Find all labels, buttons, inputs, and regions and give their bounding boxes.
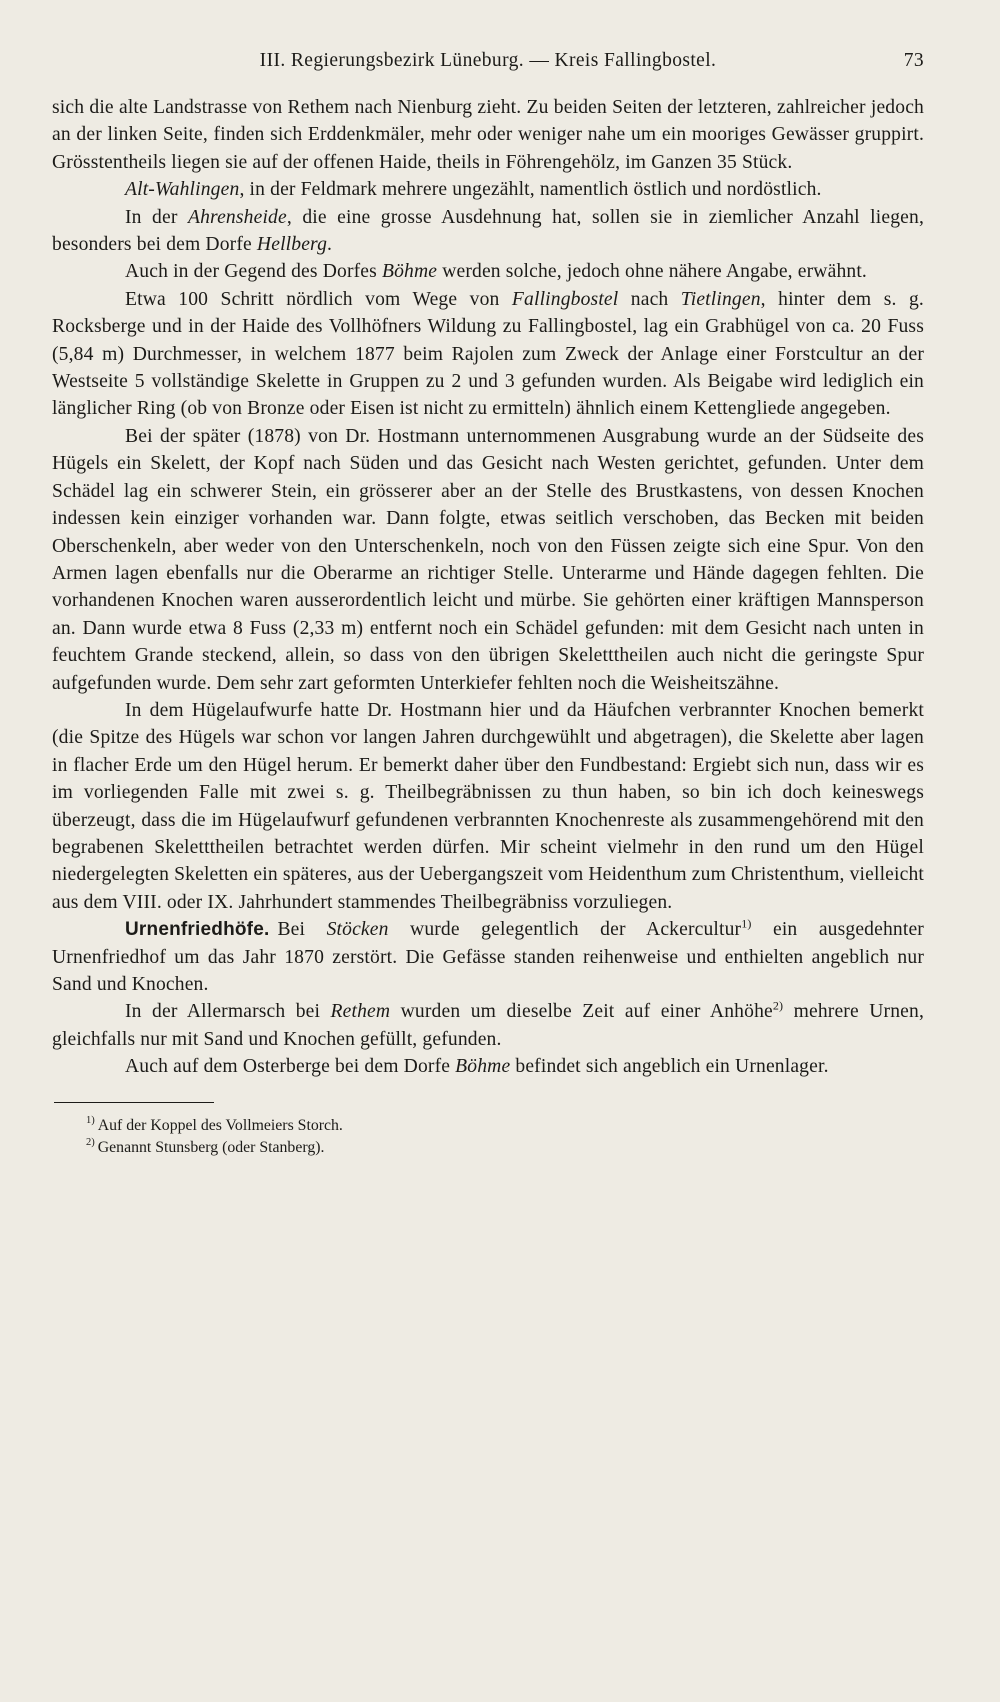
place-name: Ahrensheide	[187, 206, 287, 228]
footnotes	[52, 1115, 924, 1159]
footnote	[86, 1137, 924, 1159]
paragraph	[52, 286, 924, 423]
text-run: werden solche, jedoch ohne nähere Angabe, erwähnt.	[437, 261, 867, 283]
footnote-text: Genannt Stunsberg (oder Stanberg).	[97, 1138, 325, 1156]
paragraph	[52, 94, 924, 176]
text-run: sich die alte Landstrasse von Rethem nach Nienburg zieht. Zu beiden Seiten der letzteren, zahlreicher jedoch an der linken Seite, finden sich Erddenkmäler, mehr oder weniger nahe um ein mooriges Gewässer gruppirt. Grösstentheils liegen sie auf der offenen Haide, theils in Föhrengehölz, im Ganzen 35 Stück.	[52, 97, 924, 173]
footnote	[86, 1115, 924, 1137]
paragraph	[52, 423, 924, 697]
text-run: In dem Hügelaufwurfe hatte Dr. Hostmann hier und da Häufchen verbrannter Knochen bemerkt (die Spitze des Hügels war schon vor langen Jahren durchgewühlt und abgetragen), die Skelette aber lagen in flacher Erde um den Hügel herum. Er bemerkt daher über den Fundbestand: Ergiebt sich nun, dass wir es im vorliegenden Falle mit zwei s. g. Theilbegräbnissen zu thun haben, so bin ich doch keineswegs überzeugt, dass die im Hügelaufwurf gefundenen verbrannten Knochenreste als zusammengehörend mit den begrabenen Skeletttheilen betrachtet werden dürfen. Mir scheint vielmehr in den rund um den Hügel niedergelegten Skeletten ein späteres, aus der Uebergangszeit vom Heidenthum zum Christenthum, vielleicht aus dem VIII. oder IX. Jahrhundert stammendes Theilbegräbniss vorzuliegen.	[52, 699, 924, 913]
text-run: befindet sich angeblich ein Urnenlager.	[510, 1056, 829, 1078]
paragraph	[52, 258, 924, 285]
paragraph	[52, 998, 924, 1053]
text-run: , in der Feldmark mehrere ungezählt, namentlich östlich und nordöstlich.	[239, 179, 822, 201]
text-run: mehrere Urnen, gleichfalls nur mit Sand und Knochen gefüllt, gefunden.	[52, 1001, 924, 1050]
paragraph	[52, 916, 924, 998]
footnote-reference: 2)	[772, 998, 784, 1013]
place-name: Böhme	[455, 1056, 511, 1078]
text-run: .	[327, 234, 333, 256]
paragraph	[52, 697, 924, 916]
text-run: nach	[618, 288, 681, 310]
page-number: 73	[903, 50, 924, 71]
text-run: In der	[125, 206, 188, 228]
text-run: , die eine grosse Ausdehnung hat, sollen sie in ziemlicher Anzahl liegen, besonders bei dem Dorfe	[52, 206, 925, 256]
footnote-reference: 1)	[741, 916, 752, 931]
paragraph	[52, 1053, 924, 1080]
text-run: In der Allermarsch bei	[125, 1001, 331, 1023]
section-heading: Urnenfriedhöfe.	[125, 919, 270, 941]
text-run: ein ausgedehnter Urnenfriedhof um das Jahr 1870 zerstört. Die Gefässe standen reihenweise und enthielten angeblich nur Sand und Knochen.	[52, 919, 924, 995]
place-name: Fallingbostel	[511, 288, 619, 310]
place-name: Alt-Wahlingen	[125, 179, 240, 201]
place-name: Rethem	[330, 1001, 391, 1023]
text-run: Bei der später (1878) von Dr. Hostmann unternommenen Ausgrabung wurde an der Südseite des Hügels ein Skelett, der Kopf nach Süden und das Gesicht nach Westen gerichtet, gefunden. Unter dem Schädel lag ein schwerer Stein, ein grösserer aber an der Stelle des Brustkastens, von dessen Knochen indessen kein einziger vorhanden war. Dann folgte, etwas seitlich verschoben, das Becken mit beiden Oberschenkeln, aber weder von den Unterschenkeln, noch von den Füssen zeigte sich eine Spur. Von den Armen lagen ebenfalls nur die Oberarme an richtiger Stelle. Unterarme und Hände dagegen fehlten. Die vorhandenen Knochen waren ausserordentlich leicht und mürbe. Sie gehörten einer kräftigen Mannsperson an. Dann wurde etwa 8 Fuss (2,33 m) entfernt noch ein Schädel gefunden: mit dem Gesicht nach unten in feuchtem Grande steckend, allein, so dass von den übrigen Skeletttheilen auch nicht die geringste Spur aufgefunden wurde. Dem sehr zart geformten Unterkiefer fehlten noch die Weisheitszähne.	[52, 425, 924, 694]
running-title: III. Regierungsbezirk Lüneburg. — Kreis Fallingbostel.	[259, 50, 717, 71]
paragraph	[52, 204, 924, 259]
text-run: Auch in der Gegend des Dorfes	[125, 261, 382, 283]
text-run: wurde gelegentlich der Ackercultur	[388, 919, 742, 941]
place-name: Stöcken	[326, 919, 389, 941]
paragraph	[52, 176, 924, 203]
text-run: , hinter dem s. g. Rocksberge und in der Haide des Vollhöfners Wildung zu Fallingbostel, lag ein Grabhügel von ca. 20 Fuss (5,84 m) Durchmesser, in welchem 1877 beim Rajolen zum Zweck der Anlage einer Forstcultur an der Westseite 5 vollständige Skelette in Gruppen zu 2 und 3 gefunden wurden. Als Beigabe wird lediglich ein länglicher Ring (ob von Bronze oder Eisen ist nicht zu ermitteln) ähnlich einem Kettengliede angegeben.	[52, 288, 924, 420]
book-page	[52, 50, 924, 1159]
footnote-text: Auf der Koppel des Vollmeiers Storch.	[97, 1116, 343, 1134]
text-run: Auch auf dem Osterberge bei dem Dorfe	[125, 1056, 456, 1078]
running-header	[52, 50, 924, 84]
text-run: Bei	[277, 919, 327, 941]
footnote-mark: 2)	[86, 1137, 95, 1149]
text-run: Etwa 100 Schritt nördlich vom Wege von	[125, 288, 512, 310]
footnote-mark: 1)	[86, 1115, 95, 1127]
place-name: Böhme	[381, 261, 438, 283]
place-name: Hellberg	[256, 234, 328, 256]
text-run: wurden um dieselbe Zeit auf einer Anhöhe	[390, 1001, 773, 1023]
footnote-divider	[54, 1102, 214, 1103]
place-name: Tietlingen	[680, 288, 761, 310]
body-text	[52, 94, 924, 1081]
